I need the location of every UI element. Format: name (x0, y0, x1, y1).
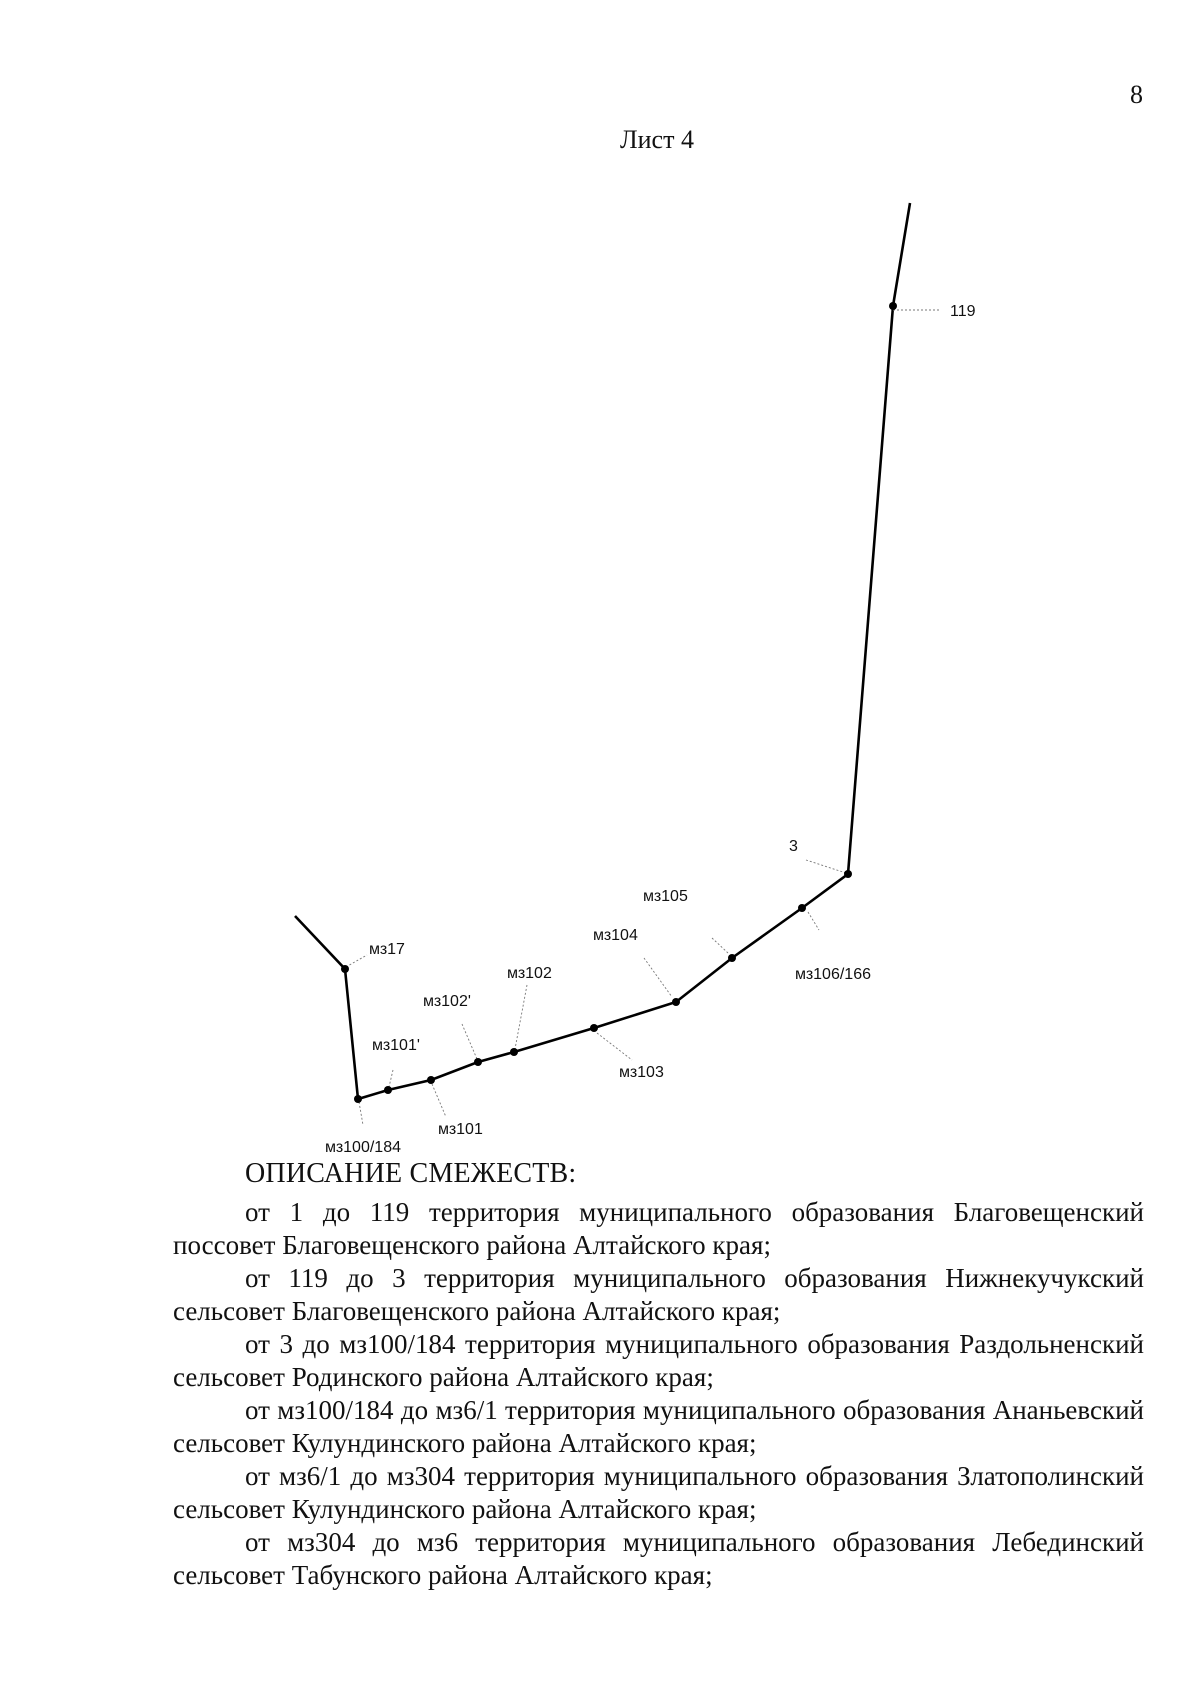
label-mz106-166: мз106/166 (795, 966, 871, 983)
boundary-line (295, 203, 910, 1099)
leader-line-mz102-prime (462, 1024, 477, 1059)
adjacency-item: от 3 до мз100/184 территория муниципального образования Раздольненский сельсовет Родинского района Алтайского края; (173, 1329, 1144, 1392)
page-number: 8 (1130, 80, 1143, 109)
leader-line-mz101 (432, 1084, 446, 1117)
label-mz102-prime: мз102' (423, 993, 471, 1010)
vertex-mz17 (341, 965, 349, 973)
leader-line-mz17 (346, 955, 367, 967)
leader-line-3 (806, 860, 846, 873)
adjacency-item: от 1 до 119 территория муниципального образования Благовещенский поссовет Благовещенского района Алтайского края; (173, 1197, 1144, 1260)
adjacency-item: от 119 до 3 территория муниципального образования Нижнекучукский сельсовет Благовещенского района Алтайского края; (173, 1263, 1144, 1326)
label-mz101: мз101 (438, 1121, 483, 1138)
leader-line-mz102 (515, 985, 527, 1049)
label-mz102: мз102 (507, 965, 552, 982)
adjacency-heading: ОПИСАНИЕ СМЕЖЕСТВ: (245, 1158, 577, 1189)
label-mz103: мз103 (619, 1064, 664, 1081)
adjacency-item: от мз304 до мз6 территория муниципального образования Лебединский сельсовет Табунского района Алтайского края; (173, 1527, 1144, 1590)
adjacency-item: от мз100/184 до мз6/1 территория муниципального образования Ананьевский сельсовет Кулундинского района Алтайского края; (173, 1395, 1144, 1458)
vertex-3 (844, 870, 852, 878)
leader-line-mz103 (597, 1033, 632, 1060)
leader-line-mz104 (644, 958, 672, 997)
vertex-mz104 (672, 998, 680, 1006)
label-119: 119 (950, 303, 976, 320)
label-mz105: мз105 (643, 888, 688, 905)
adjacency-item: от мз6/1 до мз304 территория муниципального образования Златополинский сельсовет Кулундинского района Алтайского края; (173, 1461, 1144, 1524)
leader-line-mz106-166 (808, 912, 819, 930)
label-mz100-184: мз100/184 (325, 1139, 401, 1156)
vertex-mz102 (510, 1048, 518, 1056)
label-mz101-prime: мз101' (372, 1037, 420, 1054)
leader-line-mz101-prime (389, 1070, 393, 1087)
vertex-mz101 (427, 1076, 435, 1084)
vertex-119 (889, 302, 897, 310)
leader-line-mz105 (712, 938, 728, 953)
adjacency-list (173, 1196, 1144, 1592)
label-3: 3 (789, 838, 798, 855)
leader-line-mz100-184 (359, 1102, 363, 1125)
vertex-mz102-prime (474, 1058, 482, 1066)
vertex-mz106-166 (798, 904, 806, 912)
label-mz17: мз17 (369, 941, 405, 958)
label-mz104: мз104 (593, 927, 638, 944)
vertex-mz105 (728, 954, 736, 962)
vertex-mz100-184 (354, 1095, 362, 1103)
vertex-mz103 (590, 1024, 598, 1032)
vertex-mz101-prime (384, 1086, 392, 1094)
sheet-title: Лист 4 (620, 125, 694, 154)
